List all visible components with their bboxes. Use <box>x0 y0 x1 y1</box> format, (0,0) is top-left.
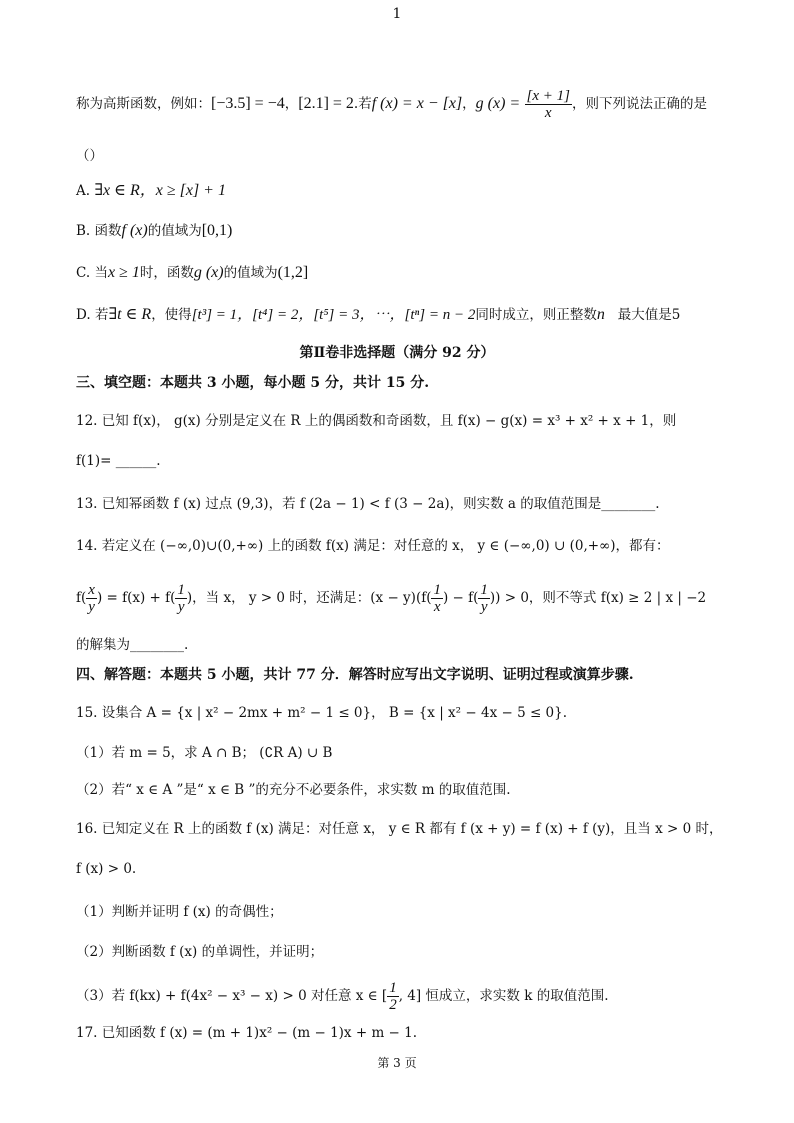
q14-part-b: ) = f(x) + f( <box>96 590 176 606</box>
q14-part-e: )) > 0，则不等式 f(x) ≥ 2 | x | −2 <box>489 590 707 606</box>
q14-frac-4-den: y <box>480 599 488 615</box>
option-c-math-3: (1,2] <box>277 264 309 281</box>
q11-intro-1: 称为高斯函数，例如： <box>76 96 211 112</box>
q12-line-1: 12. 已知 f(x)， g(x) 分别是定义在 R 上的偶函数和奇函数，且 f(x) − g(x) = x³ + x² + x + 1，则 <box>76 413 677 429</box>
option-b-text-1: 函数 <box>94 223 122 239</box>
q11-option-d <box>76 304 754 326</box>
q14-frac-4-num: 1 <box>480 582 488 598</box>
option-d-text-1: 若 <box>94 307 109 323</box>
q16-line-5 <box>76 980 754 1013</box>
q14-frac-3 <box>431 582 443 615</box>
q14-line-3: 的解集为________. <box>76 637 189 653</box>
q11-blank: （） <box>76 148 103 164</box>
section-4-title: 四、解答题：本题共 5 小题，共计 77 分．解答时应写出文字说明、证明过程或演算步骤. <box>76 667 634 683</box>
q14-line-1: 14. 若定义在 (−∞,0)∪(0,+∞) 上的函数 f(x) 满足：对任意的 x， y ∈ (−∞,0) ∪ (0,+∞)，都有： <box>76 538 670 554</box>
q16-frac <box>387 980 399 1013</box>
q11-g-num: [x + 1] <box>526 88 570 104</box>
option-b-math-2: [0,1) <box>201 222 233 239</box>
q14-frac-3-num: 1 <box>433 582 441 598</box>
q11-g-fraction <box>525 88 572 121</box>
q11-intro-3: ，则下列说法正确的是 <box>572 96 707 112</box>
q11-sep-2: ， <box>462 96 476 112</box>
q11-sep-1: ， <box>284 96 299 112</box>
q11-option-c <box>76 262 754 284</box>
q16-frac-num: 1 <box>389 980 397 996</box>
q14-part-c: )，当 x， y > 0 时，还满足：(x − y)(f( <box>186 590 432 606</box>
q14-frac-2 <box>175 582 187 615</box>
option-d-text-3: 同时成立，则正整数 <box>475 307 597 323</box>
option-c-label: C. <box>76 265 91 281</box>
q14-frac-2-den: y <box>177 599 185 615</box>
option-d-math-2: [t³] = 1，[t⁴] = 2，[t⁵] = 3，⋯，[tⁿ] = n − 2 <box>191 307 476 323</box>
q11-g-lhs: g (x) = <box>475 95 521 112</box>
q15-line-3: （2）若“ x ∈ A ”是“ x ∈ B ”的充分不必要条件，求实数 m 的取值范围. <box>76 782 511 798</box>
q11-intro-2: .若 <box>353 96 372 112</box>
q14-frac-1-num: x <box>88 582 95 598</box>
q14-frac-1 <box>86 582 97 615</box>
q11-option-b <box>76 220 754 242</box>
q14-part-a: f( <box>76 590 87 606</box>
section-3-title: 三、填空题：本题共 3 小题，每小题 5 分，共计 15 分. <box>76 375 430 391</box>
q16-line-1: 16. 已知定义在 R 上的函数 f (x) 满足：对任意 x， y ∈ R 都有 f (x + y) = f (x) + f (y)，且当 x > 0 时， <box>76 821 723 837</box>
option-c-math-2: g (x) <box>193 264 224 281</box>
option-c-math-1: x ≥ 1 <box>107 264 140 281</box>
q11-g-den: x <box>544 105 552 121</box>
page-footer: 第 3 页 <box>377 1056 417 1070</box>
q15-line-1: 15. 设集合 A = {x | x² − 2mx + m² − 1 ≤ 0}， B = {x | x² − 4x − 5 ≤ 0}. <box>76 705 568 721</box>
option-c-text-2: 时，函数 <box>139 265 194 281</box>
option-a-label: A. <box>76 183 91 199</box>
q11-stem <box>76 88 754 121</box>
q16-line-3: （1）判断并证明 f (x) 的奇偶性； <box>76 904 283 920</box>
option-b-label: B. <box>76 223 91 239</box>
q11-f-def: f (x) = x − [x] <box>371 95 463 112</box>
option-d-label: D. <box>76 307 91 323</box>
option-b-math: f (x) <box>121 222 148 239</box>
option-d-math-1: ∃t ∈ R <box>108 306 152 323</box>
q16-frac-den: 2 <box>389 997 397 1013</box>
q11-example-1: [−3.5] = −4 <box>211 95 285 112</box>
option-b-text-2: 的值域为 <box>147 223 202 239</box>
q11-example-2: [2.1] = 2 <box>298 95 354 112</box>
q17-line-1: 17. 已知函数 f (x) = (m + 1)x² − (m − 1)x + m − 1. <box>76 1025 418 1041</box>
option-a-text: ∃x ∈ R，x ≥ [x] + 1 <box>94 182 226 199</box>
q13-line-1: 13. 已知幂函数 f (x) 过点 (9,3)，若 f (2a − 1) < f (3 − 2a)，则实数 a 的取值范围是________. <box>76 496 660 512</box>
q16-part-b: , 4] 恒成立，求实数 k 的取值范围. <box>398 988 609 1004</box>
option-d-text-2: ，使得 <box>151 307 192 323</box>
q16-line-2: f (x) > 0. <box>76 861 137 877</box>
option-d-math-3: n <box>596 306 605 323</box>
q14-frac-3-den: x <box>433 599 441 615</box>
q14-frac-4 <box>478 582 490 615</box>
option-c-text-3: 的值域为 <box>223 265 278 281</box>
q12-line-2: f(1)= ______. <box>76 453 161 469</box>
q15-line-2: （1）若 m = 5，求 A ∩ B； (∁R A) ∪ B <box>76 745 333 761</box>
q16-line-4: （2）判断函数 f (x) 的单调性，并证明； <box>76 944 324 960</box>
q14-frac-1-den: y <box>88 599 95 615</box>
page-number-top: 1 <box>392 6 402 22</box>
section-ii-title: 第Ⅱ卷非选择题（满分 92 分） <box>299 345 495 361</box>
q14-part-d: ) − f( <box>442 590 479 606</box>
q14-line-2 <box>76 582 754 615</box>
q16-part-a: （3）若 f(kx) + f(4x² − x³ − x) > 0 对任意 x ∈ [ <box>76 988 388 1004</box>
option-c-text-1: 当 <box>94 265 108 281</box>
option-d-text-4: 最大值是5 <box>617 307 681 323</box>
q14-frac-2-num: 1 <box>177 582 185 598</box>
q11-option-a <box>76 180 754 202</box>
